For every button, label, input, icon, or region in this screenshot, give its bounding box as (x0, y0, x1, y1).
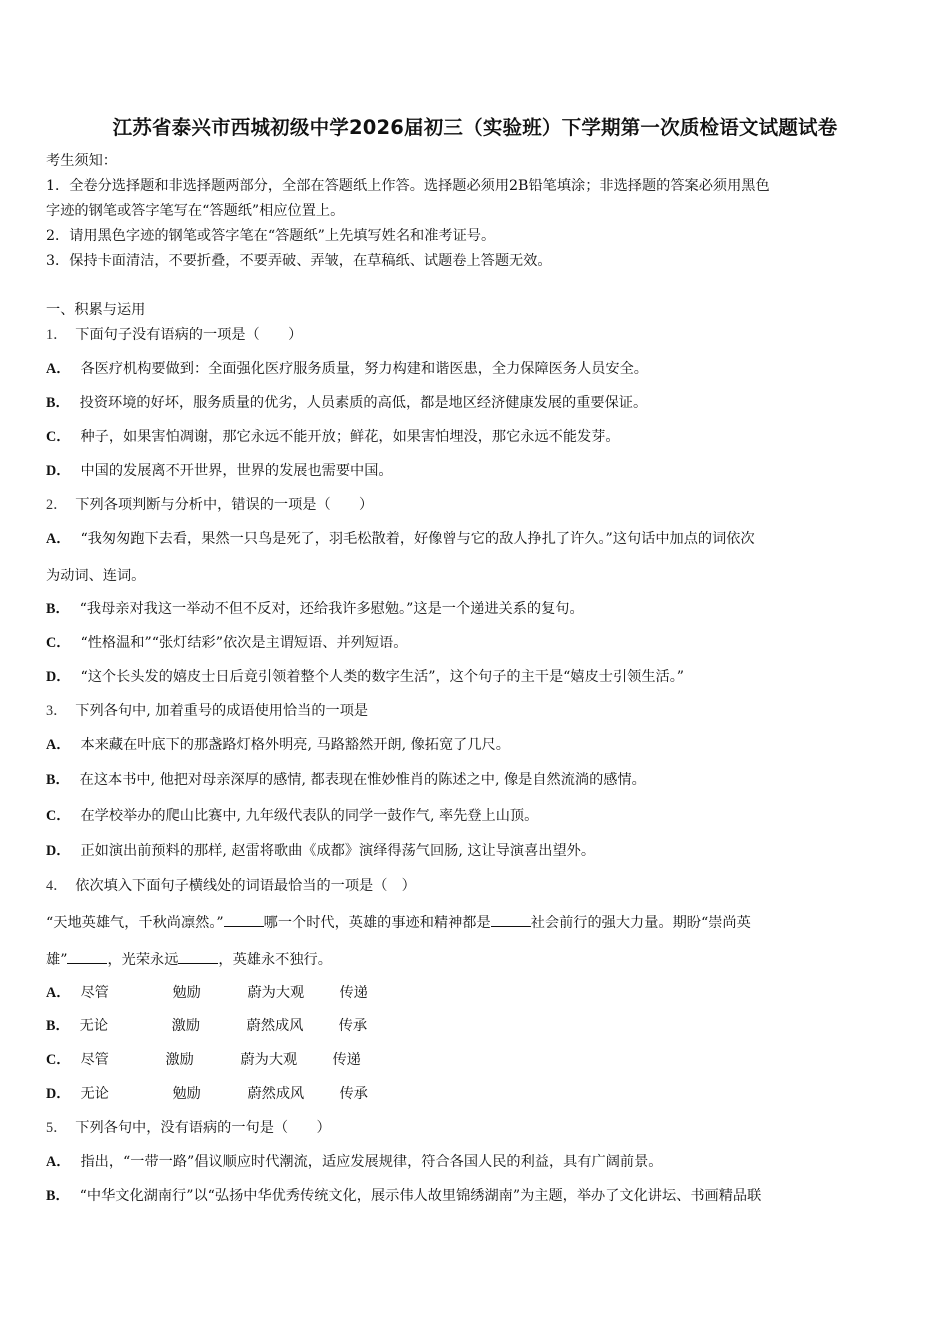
option-text: 投资环境的好坏，服务质量的优劣，人员素质的高低，都是地区经济健康发展的重要保证。 (79, 395, 648, 411)
answer-option (46, 599, 584, 619)
word-choice: 激励 (165, 1052, 194, 1068)
option-continuation: 为动词、连词。 (46, 568, 146, 584)
question-number: 2． (46, 497, 68, 513)
notice-item: 1．全卷分选择题和非选择题两部分，全部在答题纸上作答。选择题必须用2B铅笔填涂；非选择题的答案必须用黑色 (46, 178, 770, 194)
question-text: 下列各项判断与分析中，错误的一项是（ ） (75, 497, 374, 513)
question-stem (46, 876, 416, 896)
question-text: 下面句子没有语病的一项是（ ） (75, 327, 303, 343)
option-label: C． (46, 1052, 71, 1068)
notice-item: 字迹的钢笔或答字笔写在“答题纸”相应位置上。 (46, 203, 345, 219)
word-choice: 蔚然成风 (246, 1018, 304, 1034)
notice-item: 3．保持卡面清洁，不要折叠，不要弄破、弄皱，在草稿纸、试题卷上答题无效。 (46, 253, 552, 269)
passage-line (46, 912, 751, 933)
word-choice: 蔚为大观 (240, 1052, 298, 1068)
option-text: “我匆匆跑下去看，果然一只鸟是死了，羽毛松散着，好像曾与它的敌人挣扎了许久。”这句话中加点的词依次 (80, 531, 755, 547)
option-label: A． (46, 737, 71, 753)
option-text: “性格温和”“张灯结彩”依次是主谓短语、并列短语。 (80, 635, 408, 651)
answer-option (46, 806, 538, 826)
option-text: 中国的发展离不开世界，世界的发展也需要中国。 (80, 463, 393, 479)
question-stem (46, 495, 373, 515)
word-choice: 传递 (332, 1052, 361, 1068)
option-label: C． (46, 635, 71, 651)
answer-option (46, 1186, 761, 1206)
option-label: A． (46, 531, 71, 547)
option-label: C． (46, 808, 71, 824)
answer-option (46, 667, 684, 687)
exam-title: 江苏省泰兴市西城初级中学2026届初三（实验班）下学期第一次质检语文试题试卷 (112, 116, 838, 139)
option-label: D． (46, 669, 71, 685)
word-choice: 无论 (79, 1018, 109, 1034)
option-text: 正如演出前预料的那样, 赵雷将歌曲《成都》演绎得荡气回肠, 这让导演喜出望外。 (80, 843, 596, 859)
answer-option (46, 1050, 361, 1070)
option-text: 各医疗机构要做到：全面强化医疗服务质量，努力构建和谐医患，全力保障医务人员安全。 (80, 361, 648, 377)
word-choice: 传承 (339, 1086, 368, 1102)
answer-option (46, 427, 620, 447)
notice-item: 2．请用黑色字迹的钢笔或答字笔在“答题纸”上先填写姓名和准考证号。 (46, 228, 496, 244)
section-heading: 一、积累与运用 (46, 302, 146, 318)
word-choice: 传承 (338, 1018, 368, 1034)
question-stem (46, 701, 368, 721)
passage-text: 哪一个时代，英雄的事迹和精神都是 (263, 915, 491, 931)
word-choice: 尽管 (80, 985, 109, 1001)
fill-blank (178, 949, 218, 964)
option-label: A． (46, 1154, 71, 1170)
answer-option (46, 983, 368, 1003)
option-label: C． (46, 429, 71, 445)
option-label: B． (46, 772, 70, 788)
question-number: 1． (46, 327, 68, 343)
passage-text: ，英雄永不独行。 (218, 952, 332, 968)
word-choice: 无论 (80, 1086, 109, 1102)
option-text: 在学校举办的爬山比赛中, 九年级代表队的同学一鼓作气, 率先登上山顶。 (80, 808, 539, 824)
option-text: “中华文化湖南行”以“弘扬中华优秀传统文化，展示伟人故里锦绣湖南”为主题，举办了文化讲坛、书画精品联 (79, 1188, 762, 1204)
word-choice: 勉励 (172, 1086, 201, 1102)
word-choice: 传递 (339, 985, 368, 1001)
option-label: D． (46, 843, 71, 859)
option-text: 在这本书中, 他把对母亲深厚的感情, 都表现在惟妙惟肖的陈述之中, 像是自然流淌的感情。 (79, 772, 646, 788)
answer-option (46, 735, 510, 755)
fill-blank (491, 912, 531, 927)
notice-heading: 考生须知： (46, 153, 117, 169)
question-stem (46, 325, 302, 345)
option-text: “这个长头发的嬉皮士日后竟引领着整个人类的数字生活”，这个句子的主干是“嬉皮士引领生活。” (80, 669, 685, 685)
word-choice: 激励 (171, 1018, 201, 1034)
passage-text: 雄” (46, 952, 68, 968)
option-label: D． (46, 1086, 71, 1102)
question-number: 5． (46, 1120, 68, 1136)
answer-option (46, 529, 755, 549)
fill-blank (67, 949, 107, 964)
question-number: 3． (46, 703, 68, 719)
option-text: 种子，如果害怕凋谢，那它永远不能开放；鲜花，如果害怕埋没，那它永远不能发芽。 (80, 429, 620, 445)
answer-option (46, 1084, 368, 1104)
option-text: “我母亲对我这一举动不但不反对，还给我许多慰勉。”这是一个递进关系的复句。 (79, 601, 584, 617)
answer-option (46, 841, 595, 861)
passage-text: “天地英雄气，千秋尚凛然。” (46, 915, 224, 931)
answer-option (46, 461, 393, 481)
option-label: A． (46, 361, 71, 377)
answer-option (46, 393, 647, 413)
word-choice: 蔚然成风 (247, 1086, 305, 1102)
option-label: B． (46, 395, 70, 411)
option-label: A． (46, 985, 71, 1001)
option-text: 本来藏在叶底下的那盏路灯格外明亮, 马路豁然开朗, 像拓宽了几尺。 (80, 737, 510, 753)
passage-line (46, 949, 332, 970)
fill-blank (224, 912, 264, 927)
word-choice: 勉励 (172, 985, 201, 1001)
question-number: 4． (46, 878, 68, 894)
option-label: B． (46, 1188, 70, 1204)
answer-option (46, 1152, 662, 1172)
question-text: 下列各句中，没有语病的一句是（ ） (75, 1120, 331, 1136)
question-text: 依次填入下面句子横线处的词语最恰当的一项是（ ） (75, 878, 416, 894)
answer-option (46, 359, 648, 379)
option-label: B． (46, 1018, 70, 1034)
option-text: 指出，“一带一路”倡议顺应时代潮流，适应发展规律，符合各国人民的利益，具有广阔前景。 (80, 1154, 663, 1170)
answer-option (46, 633, 407, 653)
question-text: 下列各句中, 加着重号的成语使用恰当的一项是 (75, 703, 369, 719)
question-stem (46, 1118, 331, 1138)
option-label: B． (46, 601, 70, 617)
passage-text: 社会前行的强大力量。期盼“崇尚英 (530, 915, 751, 931)
option-label: D． (46, 463, 71, 479)
answer-option (46, 770, 646, 790)
passage-text: ，光荣永远 (107, 952, 179, 968)
word-choice: 蔚为大观 (247, 985, 305, 1001)
word-choice: 尽管 (80, 1052, 109, 1068)
answer-option (46, 1016, 367, 1036)
